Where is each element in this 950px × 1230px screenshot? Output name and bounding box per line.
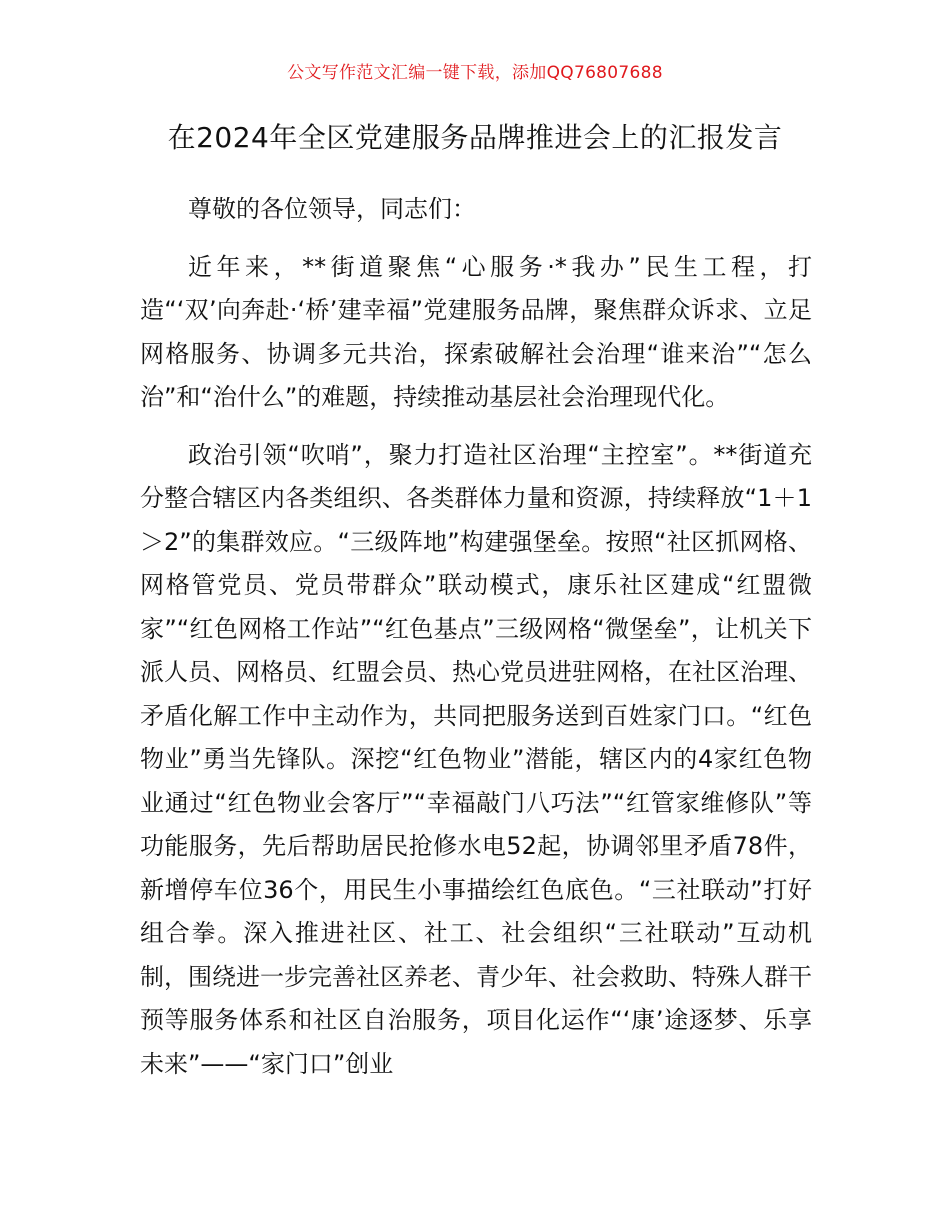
paragraph-political-leadership: 政治引领“吹哨”，聚力打造社区治理“主控室”。**街道充分整合辖区内各类组织、各类群体力量和资源，持续释放“1＋1＞2”的集群效应。“三级阵地”构建强堡垒。按照“社区抓网格、网格管党员、党员带群众”联动模式，康乐社区建成“红盟微家”“红色网格工作站”“红色基点”三级网格“微堡垒”，让机关下派人员、网格员、红盟会员、热心党员进驻网格，在社区治理、矛盾化解工作中主动作为，共同把服务送到百姓家门口。“红色物业”勇当先锋队。深挖“红色物业”潜能，辖区内的4家红色物业通过“红色物业会客厅”“幸福敲门八巧法”“红管家维修队”等功能服务，先后帮助居民抢修水电52起，协调邻里矛盾78件，新增停车位36个，用民生小事描绘红色底色。“三社联动”打好组合拳。深入推进社区、社工、社会组织“三社联动”互动机制，围绕进一步完善社区养老、青少年、社会救助、特殊人群干预等服务体系和社区自治服务，项目化运作“‘康’途逐梦、乐享未来”——“家门口”创业 [140,440,812,1078]
document-title: 在2024年全区党建服务品牌推进会上的汇报发言 [167,121,783,154]
salutation: 尊敬的各位领导，同志们： [188,195,476,223]
download-banner: 公文写作范文汇编一键下载，添加QQ76807688 [287,63,663,83]
paragraph-spacer [140,420,812,434]
paragraph-intro: 近年来，**街道聚焦“心服务·*我办”民生工程，打造“‘双’向奔赴·‘桥’建幸福”党建服务品牌，聚焦群众诉求、立足网格服务、协调多元共治，探索破解社会治理“谁来治”“怎么治”和“治什么”的难题，持续推动基层社会治理现代化。 [140,252,812,411]
document-body [140,188,812,1086]
